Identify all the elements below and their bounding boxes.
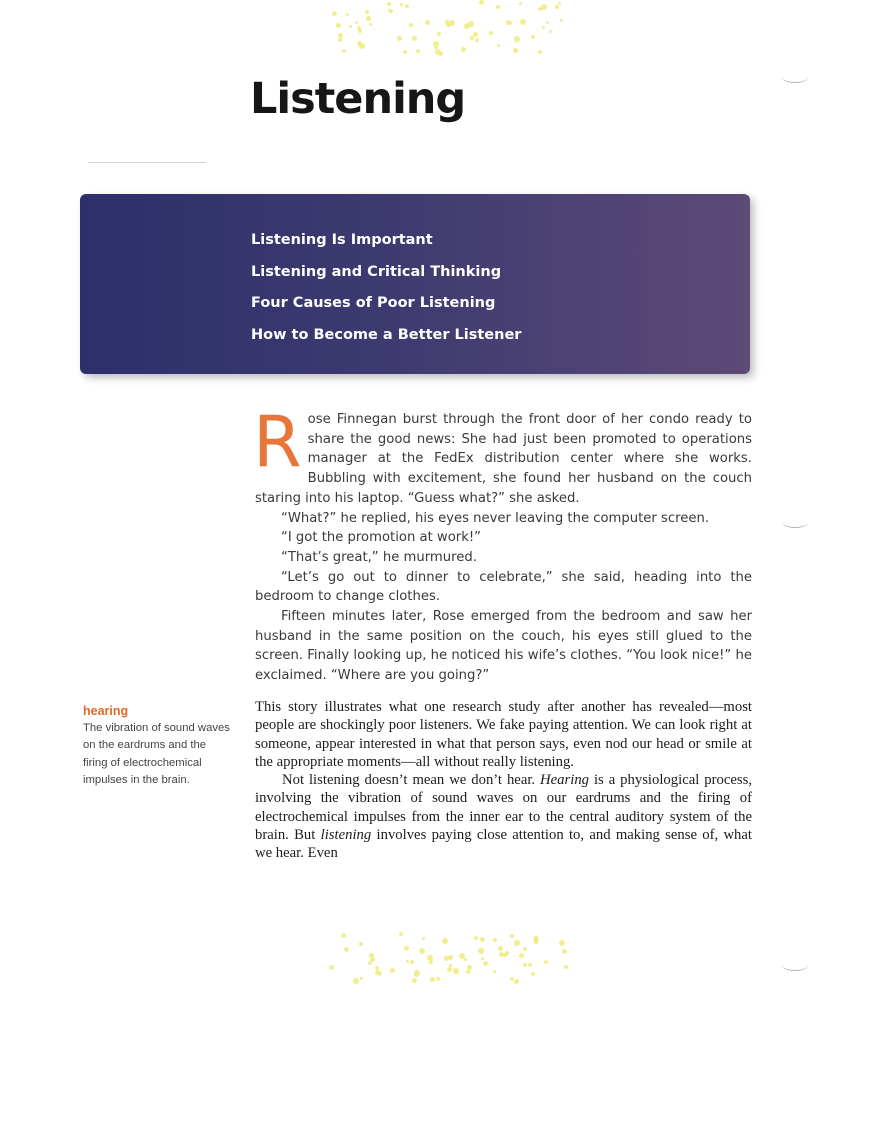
decorative-dot (513, 48, 518, 53)
decorative-dot (483, 961, 488, 966)
decorative-dot (493, 938, 497, 942)
decorative-dot (357, 41, 362, 46)
decorative-dot (390, 968, 395, 973)
decorative-dot (422, 937, 425, 940)
decorative-dot (375, 970, 380, 975)
decorative-dot (466, 970, 470, 974)
decorative-dot (359, 942, 363, 946)
decorative-dot (523, 947, 527, 951)
decorative-dot (538, 7, 542, 11)
decorative-dot (531, 972, 535, 976)
decorative-dot (473, 32, 478, 37)
body-text-run: is a physiological process, involving the vibration of sound waves on our eardrums and the firing of electrochemical impulses from the inner ear to the central auditory system of the brain. But (255, 772, 752, 844)
decorative-dot (523, 963, 527, 967)
story-paragraph: “What?” he replied, his eyes never leaving the computer screen. (281, 510, 710, 526)
decorative-dot (419, 948, 425, 954)
drop-cap: R (253, 401, 302, 483)
decorative-dot (404, 946, 409, 951)
decorative-dot (461, 47, 466, 52)
decorative-dot (478, 948, 484, 954)
chapter-topics-banner (80, 194, 750, 374)
decorative-dot (355, 21, 358, 24)
decorative-dot (497, 44, 500, 47)
decorative-dot (510, 934, 514, 938)
decorative-dot (416, 49, 420, 53)
decorative-dot (498, 946, 503, 951)
decorative-dot (412, 36, 417, 41)
decorative-dot (481, 957, 484, 960)
story-paragraph (253, 401, 752, 509)
decorative-dot (474, 936, 478, 940)
decorative-dots-bottom (312, 932, 577, 992)
decorative-dot (453, 968, 459, 974)
decorative-dot (549, 30, 552, 33)
decorative-dot (564, 965, 568, 969)
decorative-dot (493, 970, 496, 973)
decorative-dot (558, 2, 561, 5)
decorative-dot (562, 949, 567, 954)
decorative-dot (555, 5, 559, 9)
decorative-dot (514, 36, 520, 42)
glossary-term: hearing (83, 704, 129, 718)
decorative-dot (406, 960, 409, 963)
chapter-topic: Listening and Critical Thinking (251, 263, 502, 280)
decorative-dot (546, 21, 549, 24)
glossary-definition: The vibration of sound waves on the eardrums and the firing of electrochemical impulses in the brain. (83, 722, 230, 786)
italic-term-hearing: Hearing (540, 772, 590, 789)
decorative-dot (503, 953, 507, 957)
decorative-dot (449, 964, 452, 967)
decorative-dot (496, 5, 500, 9)
decorative-dot (442, 938, 448, 944)
chapter-topic: Listening Is Important (251, 232, 433, 248)
body-text-run: Not listening doesn’t mean we don’t hear. (282, 772, 541, 789)
decorative-dot (400, 3, 403, 6)
decorative-dot (435, 49, 441, 55)
body-text-run: involves paying close attention to, and making sense of, what we hear. Even (255, 827, 752, 862)
decorative-dot (534, 940, 538, 944)
decorative-dot (528, 963, 532, 967)
decorative-dots-top (312, 0, 572, 62)
decorative-dot (531, 35, 535, 39)
decorative-dot (506, 20, 511, 25)
decorative-dot (514, 940, 520, 946)
decorative-dot (480, 937, 485, 942)
story-paragraph: “Let’s go out to dinner to celebrate,” she said, heading into the bedroom to change clothes. (255, 569, 752, 605)
decorative-dot (414, 972, 419, 977)
story-paragraph: “I got the promotion at work!” (281, 530, 481, 546)
decorative-dot (560, 19, 563, 22)
decorative-dot (370, 957, 375, 962)
decorative-dot (405, 4, 409, 8)
decorative-dot (544, 960, 548, 964)
decorative-dot (403, 50, 407, 54)
decorative-dot (464, 958, 467, 961)
body-text (255, 698, 752, 863)
decorative-dot (353, 978, 359, 984)
chapter-topic: Four Causes of Poor Listening (251, 295, 496, 311)
decorative-dot (344, 947, 349, 952)
chapter-topic: How to Become a Better Listener (251, 326, 522, 343)
decorative-dot (338, 33, 343, 38)
decorative-dot (468, 21, 474, 27)
decorative-dot (346, 13, 349, 16)
decorative-dot (397, 36, 402, 41)
body-paragraph: This story illustrates what one research study after another has revealed—most people are shockingly poor listeners. We fake paying attention. We can look right at someone, appear interested in what that person says, even nod our head or smile at the appropriate moments—all without really listening. (255, 699, 752, 770)
decorative-dot (559, 940, 565, 946)
page-title: Listening (250, 74, 466, 124)
decorative-dot (360, 977, 363, 980)
decorative-dot (538, 50, 542, 54)
decorative-dot (388, 9, 391, 12)
chapter-topics-list (251, 231, 521, 357)
binder-hole-mark (782, 72, 808, 83)
body-paragraph (255, 771, 752, 862)
decorative-dot (409, 23, 413, 27)
opening-story (253, 401, 752, 686)
decorative-dot (519, 2, 522, 5)
decorative-dot (332, 11, 337, 16)
decorative-dot (412, 978, 417, 983)
decorative-dot (437, 32, 441, 36)
decorative-dot (425, 20, 430, 25)
decorative-dot (436, 977, 440, 981)
decorative-dot (336, 23, 341, 28)
decorative-dot (427, 955, 433, 961)
story-paragraph: “That’s great,” he murmured. (281, 549, 477, 565)
decorative-dot (542, 26, 545, 29)
decorative-dot (479, 0, 484, 5)
story-text: ose Finnegan burst through the front door of her condo ready to share the good news: She had just been promoted to operations manager at the FedEx distribution center where she works. Bubbling with excitement, she found her husband on the couch staring into his laptop. “Guess what?” she asked. (255, 412, 752, 506)
decorative-dot (342, 49, 346, 53)
decorative-dot (475, 38, 479, 42)
decorative-dot (449, 20, 455, 26)
decorative-dot (520, 19, 526, 25)
decorative-dot (489, 31, 493, 35)
decorative-dot (341, 933, 346, 938)
decorative-dot (349, 25, 352, 28)
binder-hole-mark (782, 960, 808, 971)
decorative-dot (387, 2, 391, 6)
decorative-dot (338, 38, 342, 42)
decorative-dot (410, 960, 414, 964)
decorative-dot (358, 29, 362, 33)
story-paragraph: Fifteen minutes later, Rose emerged from the bedroom and saw her husband in the same position on the couch, his eyes still glued to the screen. Finally looking up, he noticed his wife’s clothes. “You look nice!” he exclaimed. “Where are you going?” (255, 609, 752, 684)
decorative-dot (369, 23, 372, 26)
decorative-dot (365, 10, 369, 14)
decorative-dot (329, 965, 334, 970)
decorative-dot (514, 979, 519, 984)
decorative-dot (430, 977, 435, 982)
decorative-dot (519, 953, 524, 958)
binder-hole-mark (782, 517, 808, 528)
decorative-dot (399, 932, 403, 936)
decorative-dot (459, 953, 465, 959)
decorative-dot (447, 967, 452, 972)
decorative-dot (366, 16, 371, 21)
decorative-dot (448, 955, 453, 960)
italic-term-listening: listening (320, 827, 372, 844)
divider (88, 162, 206, 163)
